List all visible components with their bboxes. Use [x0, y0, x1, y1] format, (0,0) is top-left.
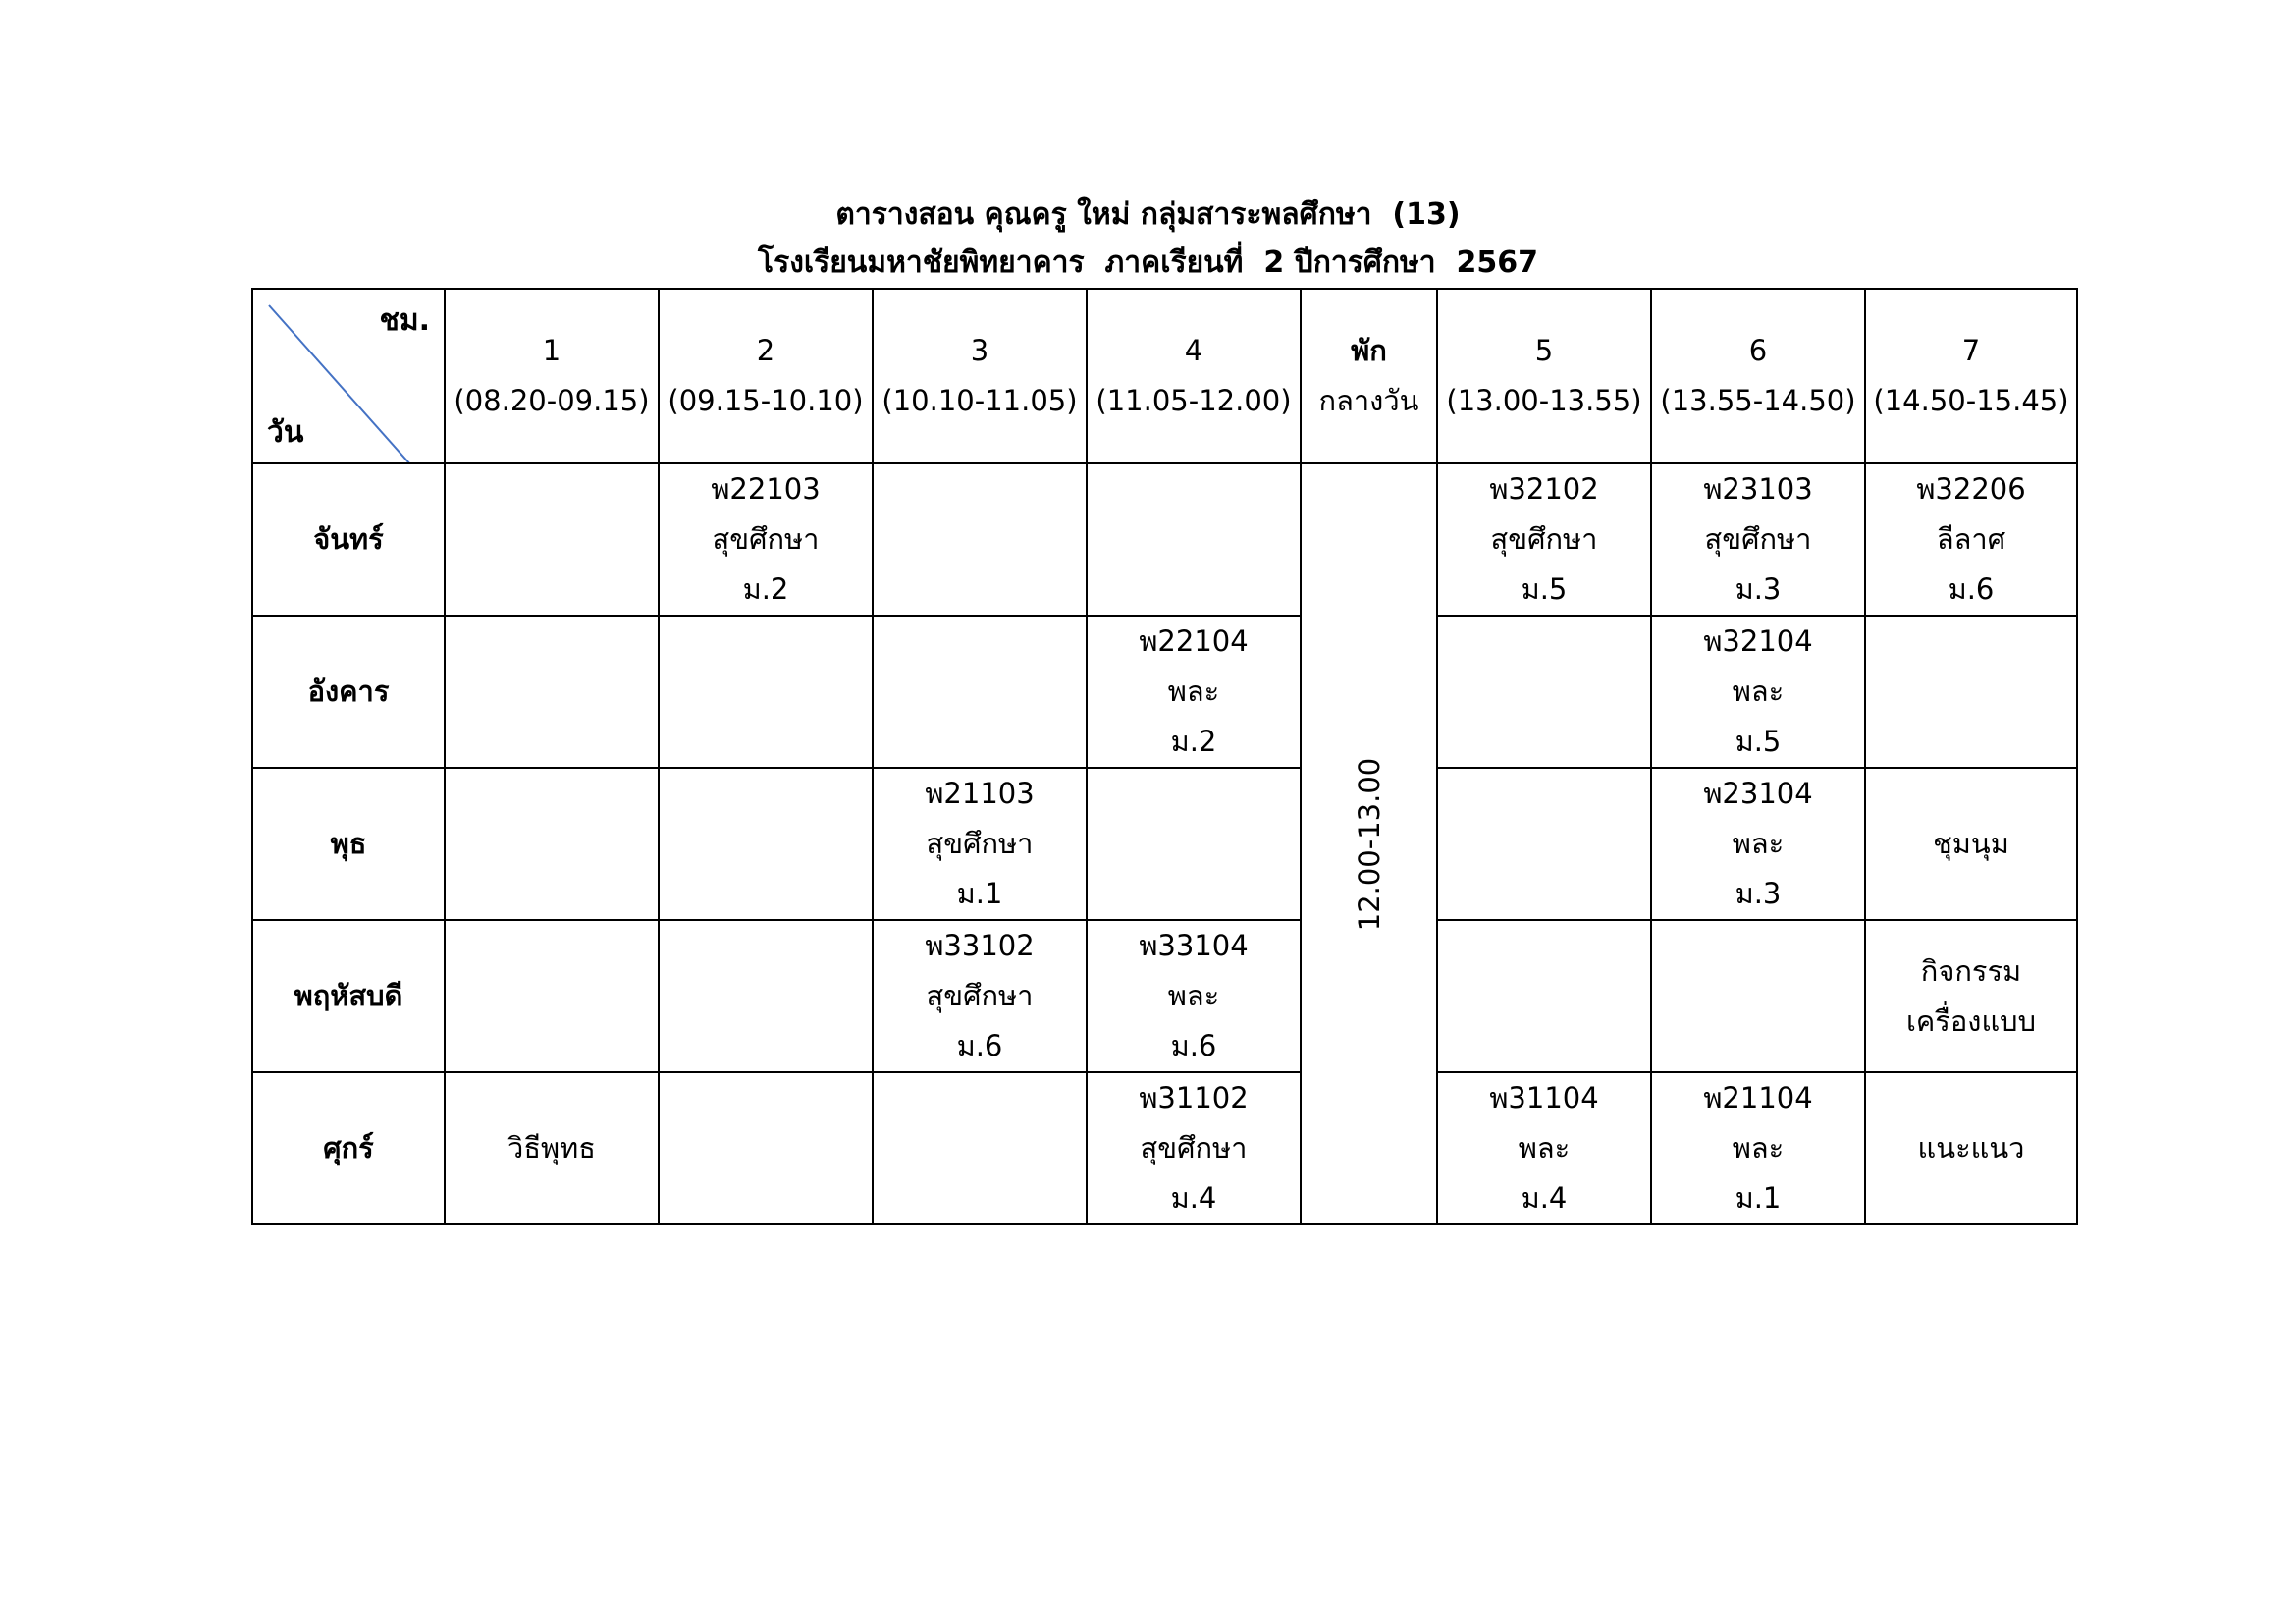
schedule-cell: [1437, 616, 1651, 768]
period-number: 6: [1748, 334, 1768, 367]
period-header-1: [445, 289, 659, 463]
school-term-subtitle: โรงเรียนมหาชัยพิทยาคาร ภาคเรียนที่ 2 ปีการศึกษา 2567: [757, 245, 1539, 280]
schedule-cell: [1087, 463, 1301, 616]
course-code: พ22104: [1139, 624, 1249, 658]
period-time: (09.15-10.10): [667, 384, 864, 417]
activity-name: เครื่องแบบ: [1906, 1003, 2036, 1038]
header-row: [252, 289, 2077, 463]
course-grade: ม.4: [1521, 1181, 1568, 1215]
hours-label: ชม.: [379, 303, 430, 338]
activity-name: วิธีพุทธ: [507, 1131, 596, 1164]
course-subject: ลีลาศ: [1936, 522, 2006, 556]
period-time: (13.00-13.55): [1446, 384, 1642, 417]
schedule-title: ตารางสอน คุณครู ใหม่ กลุ่มสาระพลศึกษา (13): [835, 197, 1461, 232]
period-header-4: [1087, 289, 1301, 463]
course-grade: ม.1: [956, 877, 1003, 910]
course-grade: ม.5: [1521, 572, 1568, 606]
course-subject: สุขศึกษา: [926, 827, 1034, 860]
schedule-cell: [1651, 616, 1865, 768]
activity-name: ชุมนุม: [1933, 827, 2009, 860]
schedule-cell: [1651, 1072, 1865, 1224]
schedule-cell: [1087, 768, 1301, 920]
lunch-header-line2: กลางวัน: [1318, 384, 1419, 417]
schedule-cell: [1865, 920, 2077, 1072]
period-time: (08.20-09.15): [454, 384, 650, 417]
day-name: พฤหัสบดี: [252, 920, 445, 1072]
day-label-header: วัน: [267, 415, 304, 450]
course-grade: ม.1: [1735, 1181, 1782, 1215]
period-time: (10.10-11.05): [881, 384, 1078, 417]
course-code: พ32104: [1703, 624, 1813, 658]
period-time: (11.05-12.00): [1095, 384, 1292, 417]
course-subject: สุขศึกษา: [1704, 522, 1812, 556]
course-grade: ม.4: [1170, 1181, 1217, 1215]
schedule-cell: [1651, 463, 1865, 616]
course-code: พ32206: [1916, 472, 2026, 506]
schedule-cell: [1437, 920, 1651, 1072]
period-time: (13.55-14.50): [1660, 384, 1856, 417]
schedule-cell: [1865, 616, 2077, 768]
schedule-cell: [445, 768, 659, 920]
day-row-tuesday: [252, 616, 2077, 768]
schedule-cell: [659, 616, 873, 768]
course-subject: พละ: [1167, 979, 1220, 1012]
course-subject: พละ: [1732, 827, 1785, 860]
period-number: 4: [1184, 334, 1203, 367]
course-subject: พละ: [1732, 675, 1785, 708]
course-code: พ31104: [1489, 1081, 1599, 1114]
schedule-cell: [873, 616, 1087, 768]
day-row-friday: [252, 1072, 2077, 1224]
period-time: (14.50-15.45): [1873, 384, 2069, 417]
schedule-cell: [1437, 1072, 1651, 1224]
schedule-cell: [1651, 768, 1865, 920]
course-grade: ม.3: [1735, 877, 1782, 910]
course-code: พ31102: [1139, 1081, 1249, 1114]
course-code: พ33104: [1139, 929, 1249, 962]
teaching-schedule-table: [251, 288, 2078, 1225]
course-subject: สุขศึกษา: [1490, 522, 1598, 556]
course-code: พ23103: [1703, 472, 1813, 506]
lunch-header: [1301, 289, 1437, 463]
schedule-cell: [445, 1072, 659, 1224]
day-name: อังคาร: [252, 616, 445, 768]
course-grade: ม.2: [742, 572, 789, 606]
course-grade: ม.2: [1170, 725, 1217, 758]
period-header-6: [1651, 289, 1865, 463]
period-number: 5: [1534, 334, 1554, 367]
day-name: จันทร์: [252, 463, 445, 616]
course-code: พ23104: [1703, 777, 1813, 810]
course-subject: สุขศึกษา: [1140, 1131, 1248, 1164]
period-number: 2: [756, 334, 775, 367]
course-subject: พละ: [1518, 1131, 1571, 1164]
lunch-break-cell: [1301, 463, 1437, 1224]
period-number: 1: [542, 334, 561, 367]
day-row-monday: [252, 463, 2077, 616]
schedule-cell: [1437, 463, 1651, 616]
schedule-cell: [873, 920, 1087, 1072]
course-grade: ม.6: [1948, 572, 1995, 606]
course-subject: สุขศึกษา: [926, 979, 1034, 1012]
course-subject: พละ: [1167, 675, 1220, 708]
activity-name: แนะแนว: [1917, 1131, 2025, 1164]
day-row-wednesday: [252, 768, 2077, 920]
course-code: พ33102: [925, 929, 1035, 962]
schedule-cell: [1865, 1072, 2077, 1224]
schedule-cell: [445, 920, 659, 1072]
day-row-thursday: [252, 920, 2077, 1072]
course-grade: ม.5: [1735, 725, 1782, 758]
schedule-cell: [1087, 920, 1301, 1072]
course-code: พ21103: [925, 777, 1035, 810]
schedule-cell: [659, 920, 873, 1072]
schedule-cell: [873, 463, 1087, 616]
schedule-cell: [873, 768, 1087, 920]
period-header-2: [659, 289, 873, 463]
period-header-3: [873, 289, 1087, 463]
lunch-header-line1: พัก: [1351, 334, 1387, 367]
schedule-cell: [1651, 920, 1865, 1072]
course-grade: ม.6: [1170, 1029, 1217, 1062]
course-subject: สุขศึกษา: [712, 522, 820, 556]
schedule-cell: [1087, 616, 1301, 768]
lunch-time: 12.00-13.00: [1352, 757, 1386, 931]
period-number: 3: [970, 334, 989, 367]
activity-name: กิจกรรม: [1920, 953, 2022, 988]
schedule-cell: [659, 1072, 873, 1224]
schedule-cell: [445, 616, 659, 768]
day-name: ศุกร์: [252, 1072, 445, 1224]
course-code: พ22103: [711, 472, 821, 506]
course-code: พ32102: [1489, 472, 1599, 506]
corner-header-cell: [252, 289, 445, 463]
schedule-cell: [1087, 1072, 1301, 1224]
schedule-cell: [873, 1072, 1087, 1224]
schedule-cell: [1437, 768, 1651, 920]
day-name: พุธ: [252, 768, 445, 920]
schedule-cell: [659, 768, 873, 920]
period-number: 7: [1961, 334, 1981, 367]
course-code: พ21104: [1703, 1081, 1813, 1114]
schedule-cell: [659, 463, 873, 616]
period-header-5: [1437, 289, 1651, 463]
course-subject: พละ: [1732, 1131, 1785, 1164]
period-header-7: [1865, 289, 2077, 463]
course-grade: ม.3: [1735, 572, 1782, 606]
schedule-cell: [1865, 768, 2077, 920]
schedule-cell: [445, 463, 659, 616]
schedule-cell: [1865, 463, 2077, 616]
course-grade: ม.6: [956, 1029, 1003, 1062]
